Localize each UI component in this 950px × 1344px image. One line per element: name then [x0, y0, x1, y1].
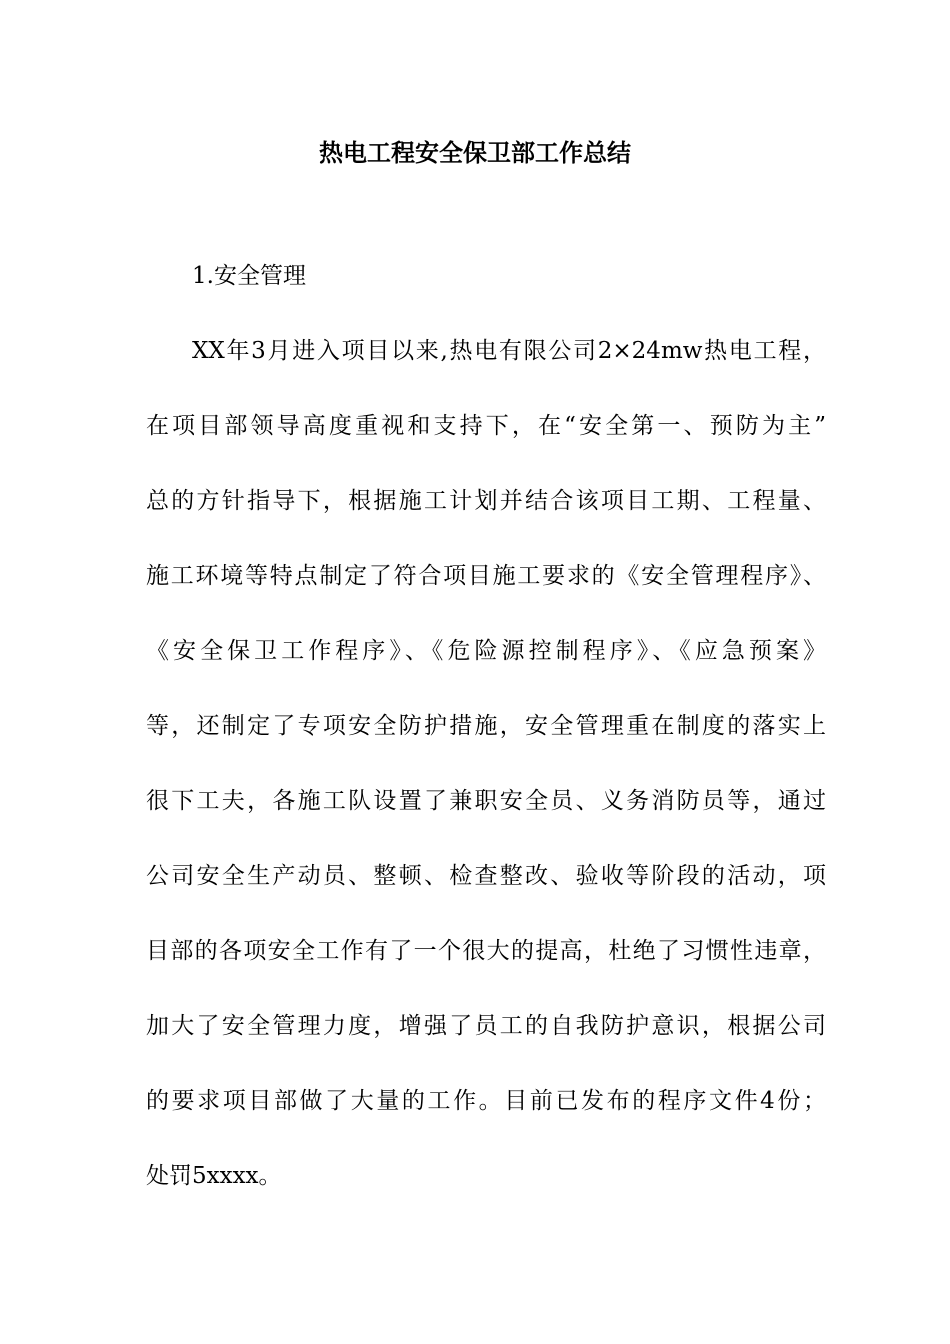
- paragraph-line: 处罚5xxxx。: [146, 1163, 282, 1189]
- paragraph-line: 加大了安全管理力度，增强了员工的自我防护意识，根据公司: [146, 1013, 826, 1039]
- document-title: 热电工程安全保卫部工作总结: [319, 138, 631, 167]
- paragraph-line: 公司安全生产动员、整顿、检查整改、验收等阶段的活动，项: [146, 863, 826, 889]
- paragraph-line: 很下工夫，各施工队设置了兼职安全员、义务消防员等，通过: [146, 788, 826, 814]
- paragraph-line: 施工环境等特点制定了符合项目施工要求的《安全管理程序》、: [146, 563, 826, 589]
- paragraph-line: 等，还制定了专项安全防护措施，安全管理重在制度的落实上: [146, 713, 826, 739]
- paragraph-line: 目部的各项安全工作有了一个很大的提高，杜绝了习惯性违章，: [146, 938, 826, 964]
- paragraph-line: 总的方针指导下，根据施工计划并结合该项目工期、工程量、: [146, 488, 826, 514]
- paragraph-line: XX年3月进入项目以来,热电有限公司2×24mw热电工程，: [192, 338, 826, 364]
- paragraph-line: 在项目部领导高度重视和支持下，在“安全第一、预防为主”: [146, 413, 826, 439]
- section-heading: 1.安全管理: [192, 263, 306, 289]
- paragraph-line: 的要求项目部做了大量的工作。目前已发布的程序文件4份；: [146, 1088, 826, 1114]
- paragraph-line: 《安全保卫工作程序》、《危险源控制程序》、《应急预案》: [146, 638, 826, 664]
